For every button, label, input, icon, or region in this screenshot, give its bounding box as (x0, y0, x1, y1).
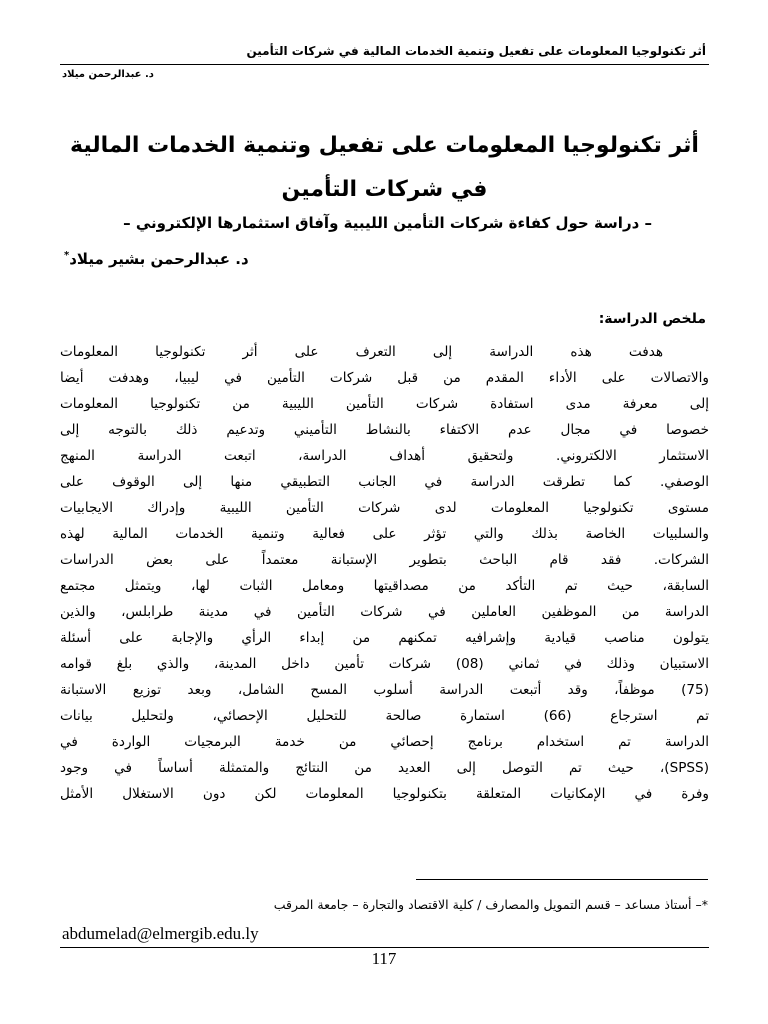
abstract-line: الوصفي. كما تطرقت الدراسة في الجانب التطبيقي منها إلى الوقوف على (60, 474, 709, 490)
article-title-line-2: في شركات التأمين (281, 177, 488, 202)
page-number: 117 (371, 949, 397, 968)
article-title-line-1: أثر تكنولوجيا المعلومات على تفعيل وتنمية الخدمات المالية (70, 133, 699, 158)
abstract-body (60, 339, 709, 807)
article-author (64, 250, 249, 268)
author-email[interactable]: abdumelad@elmergib.edu.ly (62, 924, 259, 943)
article-title (60, 124, 709, 212)
author-footnote-marker: * (64, 250, 70, 261)
author-affiliation-footnote: *– أستاذ مساعد – قسم التمويل والمصارف / كلية الاقتصاد والتجارة – جامعة المرقب (273, 897, 708, 912)
abstract-line: تم استرجاع (66) استمارة صالحة للتحليل الإحصائي، ولتحليل بيانات (60, 708, 709, 724)
abstract-line: الدراسة من الموظفين العاملين في شركات التأمين في مدينة طرابلس، والذين (60, 604, 709, 620)
footnote-divider (416, 879, 708, 880)
article-author-name: د. عبدالرحمن بشير ميلاد (69, 250, 249, 268)
abstract-line: (75) موظفاً، وقد أتبعت الدراسة أسلوب المسح الشامل، وبعد توزيع الاستبانة (60, 682, 709, 698)
abstract-line: الاستثمار الالكتروني. ولتحقيق أهداف الدراسة، اتبعت الدراسة المنهج (60, 448, 709, 464)
abstract-line: والاتصالات على الأداء المقدم من قبل شركات التأمين في ليبيا، وهدفت أيضا (60, 370, 709, 386)
running-header-author: د. عبدالرحمن ميلاد (62, 69, 154, 80)
abstract-line: والسلبيات الخاصة بذلك والتي تؤثر على فعالية وتنمية الخدمات المالية لهذه (60, 526, 709, 542)
abstract-line: وفرة في الإمكانيات المتعلقة بتكنولوجيا المعلومات لكن دون الاستغلال الأمثل (60, 786, 709, 802)
abstract-line: (SPSS)، حيث تم التوصل إلى العديد من النتائج والمتمثلة أساساً في وجود (60, 760, 709, 776)
footer-divider (60, 947, 709, 948)
abstract-line: يتولون مناصب قيادية وإشرافيه تمكنهم من إبداء الرأي والإجابة على أسئلة (60, 630, 709, 646)
abstract-line: خصوصا في مجال عدم الاكتفاء بالنشاط التأميني وتدعيم ذلك بالتوجه إلى (60, 422, 709, 438)
abstract-line: هدفت هذه الدراسة إلى التعرف على أثر تكنولوجيا المعلومات (60, 344, 663, 360)
abstract-line: مستوى تكنولوجيا المعلومات لدى شركات التأمين الليبية وإدراك الايجابيات (60, 500, 709, 516)
abstract-line: الدراسة تم استخدام برنامج إحصائي من خدمة البرمجيات الواردة في (60, 734, 709, 750)
article-subtitle: – دراسة حول كفاءة شركات التأمين الليبية وآفاق استثمارها الإلكتروني – (123, 214, 652, 232)
abstract-line: الاستبيان وذلك في ثماني (08) شركات تأمين داخل المدينة، والذي بلغ قوامه (60, 656, 709, 672)
abstract-line: الشركات. فقد قام الباحث بتطوير الإستبانة معتمداً على بعض الدراسات (60, 552, 709, 568)
running-header-title: أثر تكنولوجيا المعلومات على تفعيل وتنمية الخدمات المالية في شركات التأمين (246, 44, 706, 58)
abstract-line: إلى معرفة مدى استفادة شركات التأمين الليبية من تكنولوجيا المعلومات (60, 396, 709, 412)
abstract-heading: ملخص الدراسة: (598, 311, 706, 327)
abstract-line: السابقة، حيث تم التأكد من مصداقيتها ومعامل الثبات لها، ويتمثل مجتمع (60, 578, 709, 594)
header-divider (60, 64, 709, 65)
